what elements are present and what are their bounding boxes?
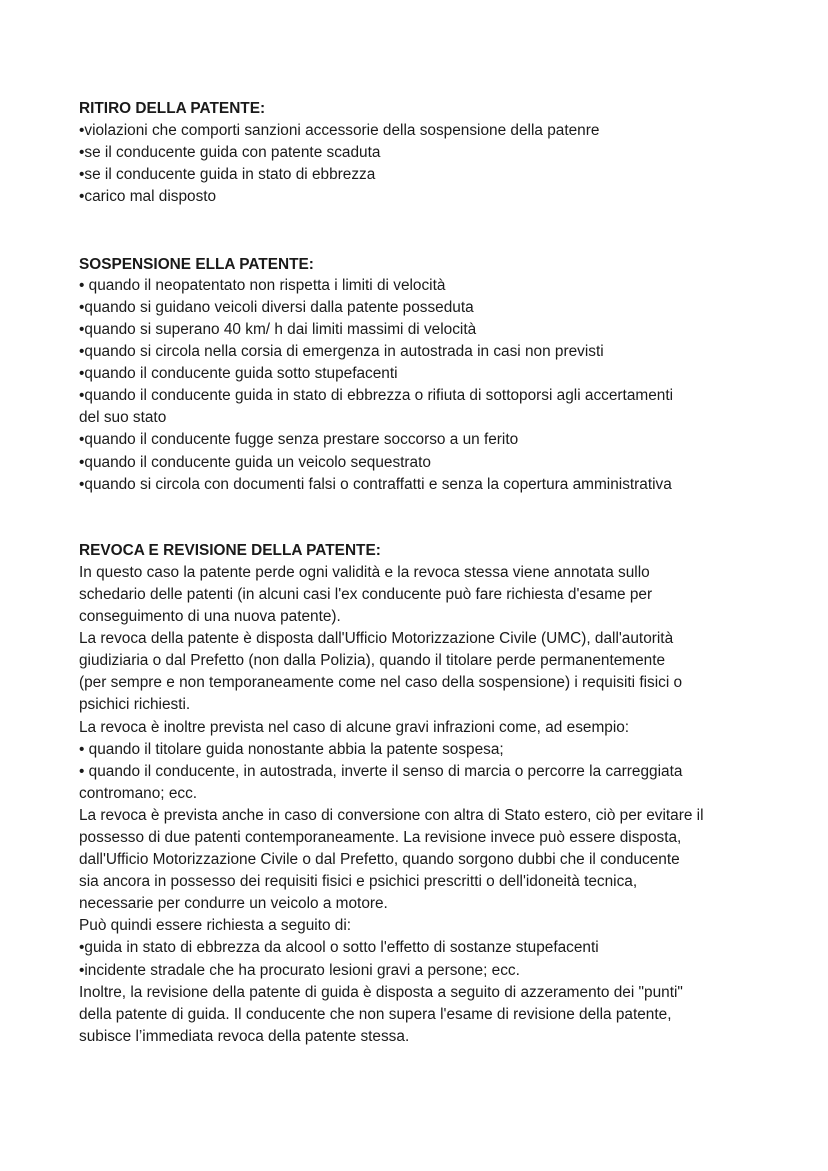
revoca-line: sia ancora in possesso dei requisiti fisici e psichici prescritti o dell'idoneità tecnica, xyxy=(79,873,638,890)
ritiro-line: •se il conducente guida con patente scaduta xyxy=(79,144,381,161)
revoca-line: Può quindi essere richiesta a seguito di: xyxy=(79,917,352,934)
ritiro-line: •violazioni che comporti sanzioni accessorie della sospensione della patenre xyxy=(79,122,600,139)
revoca-line: In questo caso la patente perde ogni validità e la revoca stessa viene annotata sullo xyxy=(79,564,650,581)
revoca-line: •incidente stradale che ha procurato lesioni gravi a persone; ecc. xyxy=(79,962,520,979)
revoca-line: contromano; ecc. xyxy=(79,785,198,802)
ritiro-line: •se il conducente guida in stato di ebbrezza xyxy=(79,166,376,183)
revoca-line: conseguimento di una nuova patente). xyxy=(79,608,341,625)
sospensione-line: •quando il conducente guida un veicolo sequestrato xyxy=(79,454,431,471)
sospensione-line: • quando il neopatentato non rispetta i limiti di velocità xyxy=(79,277,446,294)
sospensione-line: •quando si circola nella corsia di emergenza in autostrada in casi non previsti xyxy=(79,343,604,360)
sospensione-line: •quando il conducente fugge senza prestare soccorso a un ferito xyxy=(79,431,519,448)
revoca-line: La revoca è prevista anche in caso di conversione con altra di Stato estero, ciò per evitare il xyxy=(79,807,704,824)
revoca-line: necessarie per condurre un veicolo a motore. xyxy=(79,895,388,912)
revoca-line: della patente di guida. Il conducente che non supera l'esame di revisione della patente, xyxy=(79,1006,672,1023)
revoca-line: La revoca è inoltre prevista nel caso di alcune gravi infrazioni come, ad esempio: xyxy=(79,719,630,736)
revoca-line: subisce l’immediata revoca della patente stessa. xyxy=(79,1028,410,1045)
sospensione-line: •quando il conducente guida sotto stupefacenti xyxy=(79,365,398,382)
section-sospensione-title: SOSPENSIONE ELLA PATENTE: xyxy=(79,256,314,273)
revoca-line: La revoca della patente è disposta dall'Ufficio Motorizzazione Civile (UMC), dall'autorità xyxy=(79,630,674,647)
revoca-line: giudiziaria o dal Prefetto (non dalla Polizia), quando il titolare perde permanentemente xyxy=(79,652,666,669)
sospensione-line: del suo stato xyxy=(79,409,167,426)
revoca-line: dall'Ufficio Motorizzazione Civile o dal Prefetto, quando sorgono dubbi che il conducente xyxy=(79,851,680,868)
section-ritiro-title: RITIRO DELLA PATENTE: xyxy=(79,100,266,117)
revoca-line: (per sempre e non temporaneamente come nel caso della sospensione) i requisiti fisici o xyxy=(79,674,683,691)
ritiro-line: •carico mal disposto xyxy=(79,188,217,205)
revoca-line: •guida in stato di ebbrezza da alcool o sotto l'effetto di sostanze stupefacenti xyxy=(79,939,599,956)
revoca-line: Inoltre, la revisione della patente di guida è disposta a seguito di azzeramento dei "punti" xyxy=(79,984,683,1001)
section-revoca-title: REVOCA E REVISIONE DELLA PATENTE: xyxy=(79,542,381,559)
revoca-line: schedario delle patenti (in alcuni casi l'ex conducente può fare richiesta d'esame per xyxy=(79,586,653,603)
revoca-line: possesso di due patenti contemporaneamente. La revisione invece può essere disposta, xyxy=(79,829,682,846)
sospensione-line: •quando si guidano veicoli diversi dalla patente posseduta xyxy=(79,299,474,316)
revoca-line: • quando il titolare guida nonostante abbia la patente sospesa; xyxy=(79,741,504,758)
sospensione-line: •quando si circola con documenti falsi o contraffatti e senza la copertura amministrativa xyxy=(79,476,672,493)
sospensione-line: •quando il conducente guida in stato di ebbrezza o rifiuta di sottoporsi agli accertamenti xyxy=(79,387,674,404)
revoca-line: • quando il conducente, in autostrada, inverte il senso di marcia o percorre la carreggiata xyxy=(79,763,683,780)
revoca-line: psichici richiesti. xyxy=(79,696,191,713)
sospensione-line: •quando si superano 40 km/ h dai limiti massimi di velocità xyxy=(79,321,477,338)
